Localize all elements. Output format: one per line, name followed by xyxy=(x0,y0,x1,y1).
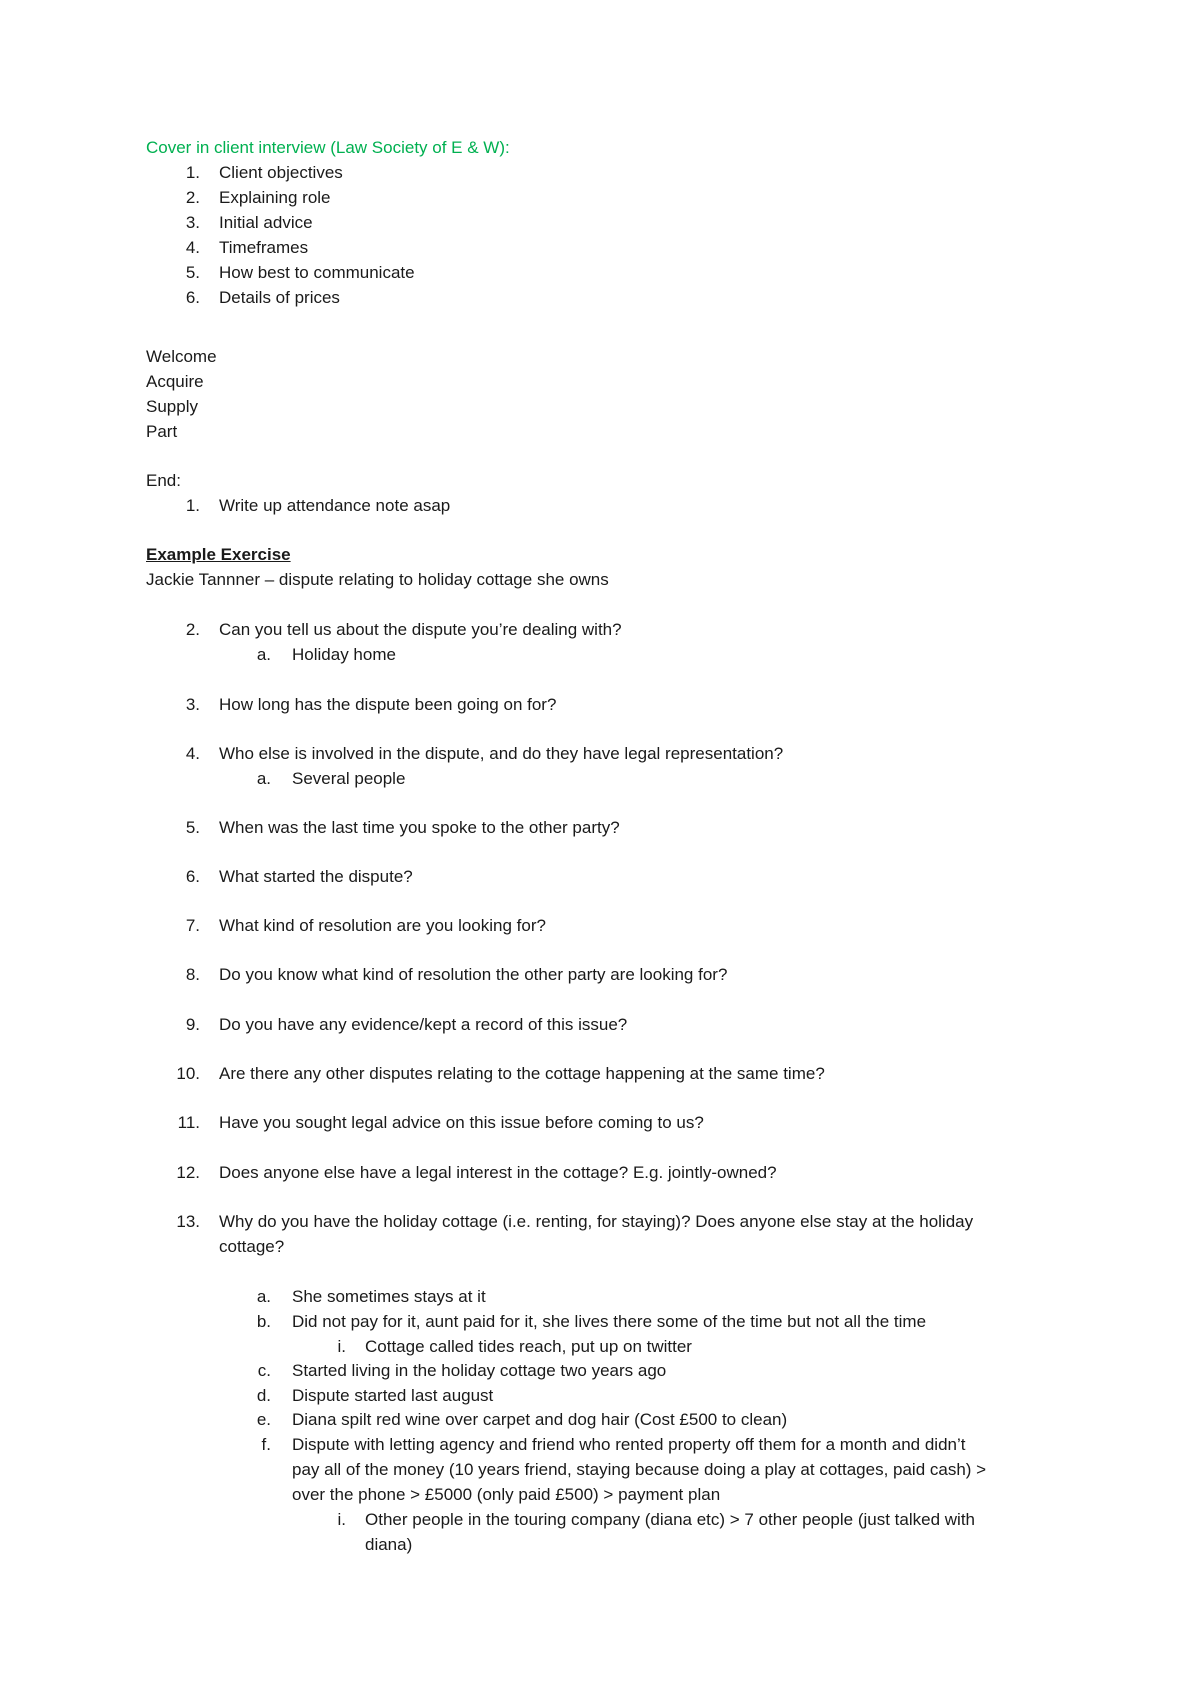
list-item-number: 3. xyxy=(185,213,200,232)
list-item: Write up attendance note asap xyxy=(219,496,451,515)
list-item-number: 1. xyxy=(185,163,200,182)
answer-text-continuation: over the phone > £5000 (only paid £500) > payment plan xyxy=(292,1485,721,1504)
list-item-number: 5. xyxy=(185,263,200,282)
wasp-word: Acquire xyxy=(146,372,204,391)
wasp-word: Welcome xyxy=(146,347,217,366)
answer-number: a. xyxy=(256,769,271,788)
answer-text: Started living in the holiday cottage two years ago xyxy=(292,1361,667,1380)
list-item-number: 2. xyxy=(185,188,200,207)
answer-number: a. xyxy=(256,645,271,664)
list-item: Timeframes xyxy=(219,238,309,257)
question-number: 13. xyxy=(176,1212,200,1231)
sub-answer-text-continuation: diana) xyxy=(365,1535,413,1554)
question-number: 8. xyxy=(185,965,200,984)
question-number: 2. xyxy=(185,620,200,639)
question-text: Are there any other disputes relating to the cottage happening at the same time? xyxy=(219,1064,825,1083)
question-text: Why do you have the holiday cottage (i.e. renting, for staying)? Does anyone else stay at the holiday xyxy=(219,1212,974,1231)
question-text: Who else is involved in the dispute, and do they have legal representation? xyxy=(219,744,784,763)
list-item: Details of prices xyxy=(219,288,340,307)
cover-heading: Cover in client interview (Law Society of E & W): xyxy=(146,138,510,157)
answer-text: Holiday home xyxy=(292,645,396,664)
question-text: Can you tell us about the dispute you’re dealing with? xyxy=(219,620,622,639)
list-item-number: 1. xyxy=(185,496,200,515)
sub-answer-text: Cottage called tides reach, put up on twitter xyxy=(365,1337,692,1356)
end-label: End: xyxy=(146,471,181,490)
answer-text-continuation: pay all of the money (10 years friend, staying because doing a play at cottages, paid cash) > xyxy=(292,1460,987,1479)
sub-answer-number: i. xyxy=(337,1510,346,1529)
question-text-continuation: cottage? xyxy=(219,1237,285,1256)
question-text: Do you know what kind of resolution the other party are looking for? xyxy=(219,965,728,984)
question-text: Do you have any evidence/kept a record of this issue? xyxy=(219,1015,628,1034)
question-number: 6. xyxy=(185,867,200,886)
list-item-number: 4. xyxy=(185,238,200,257)
answer-text: Dispute with letting agency and friend who rented property off them for a month and didn’t xyxy=(292,1435,966,1454)
answer-number: f. xyxy=(261,1435,271,1454)
answer-text: Several people xyxy=(292,769,406,788)
list-item: Client objectives xyxy=(219,163,343,182)
answer-text: Did not pay for it, aunt paid for it, she lives there some of the time but not all the time xyxy=(292,1312,927,1331)
question-number: 11. xyxy=(177,1113,200,1132)
question-text: When was the last time you spoke to the other party? xyxy=(219,818,620,837)
list-item: How best to communicate xyxy=(219,263,415,282)
question-number: 5. xyxy=(185,818,200,837)
list-item: Explaining role xyxy=(219,188,331,207)
question-text: Does anyone else have a legal interest in the cottage? E.g. jointly-owned? xyxy=(219,1163,777,1182)
sub-answer-text: Other people in the touring company (diana etc) > 7 other people (just talked with xyxy=(365,1510,975,1529)
wasp-word: Supply xyxy=(146,397,198,416)
answer-number: c. xyxy=(257,1361,271,1380)
answer-number: d. xyxy=(256,1386,271,1405)
question-number: 10. xyxy=(176,1064,200,1083)
sub-answer-number: i. xyxy=(337,1337,346,1356)
question-number: 7. xyxy=(185,916,200,935)
answer-number: b. xyxy=(256,1312,271,1331)
example-heading: Example Exercise xyxy=(146,545,291,564)
answer-number: e. xyxy=(256,1410,271,1429)
question-text: Have you sought legal advice on this issue before coming to us? xyxy=(219,1113,704,1132)
wasp-word: Part xyxy=(146,422,178,441)
answer-number: a. xyxy=(256,1287,271,1306)
question-number: 12. xyxy=(176,1163,200,1182)
answer-text: She sometimes stays at it xyxy=(292,1287,486,1306)
list-item-number: 6. xyxy=(185,288,200,307)
question-text: What started the dispute? xyxy=(219,867,413,886)
question-number: 3. xyxy=(185,695,200,714)
example-subtitle: Jackie Tannner – dispute relating to holiday cottage she owns xyxy=(146,570,609,589)
question-text: How long has the dispute been going on for? xyxy=(219,695,557,714)
answer-text: Dispute started last august xyxy=(292,1386,494,1405)
question-number: 4. xyxy=(185,744,200,763)
question-number: 9. xyxy=(185,1015,200,1034)
answer-text: Diana spilt red wine over carpet and dog hair (Cost £500 to clean) xyxy=(292,1410,788,1429)
list-item: Initial advice xyxy=(219,213,313,232)
question-text: What kind of resolution are you looking for? xyxy=(219,916,546,935)
